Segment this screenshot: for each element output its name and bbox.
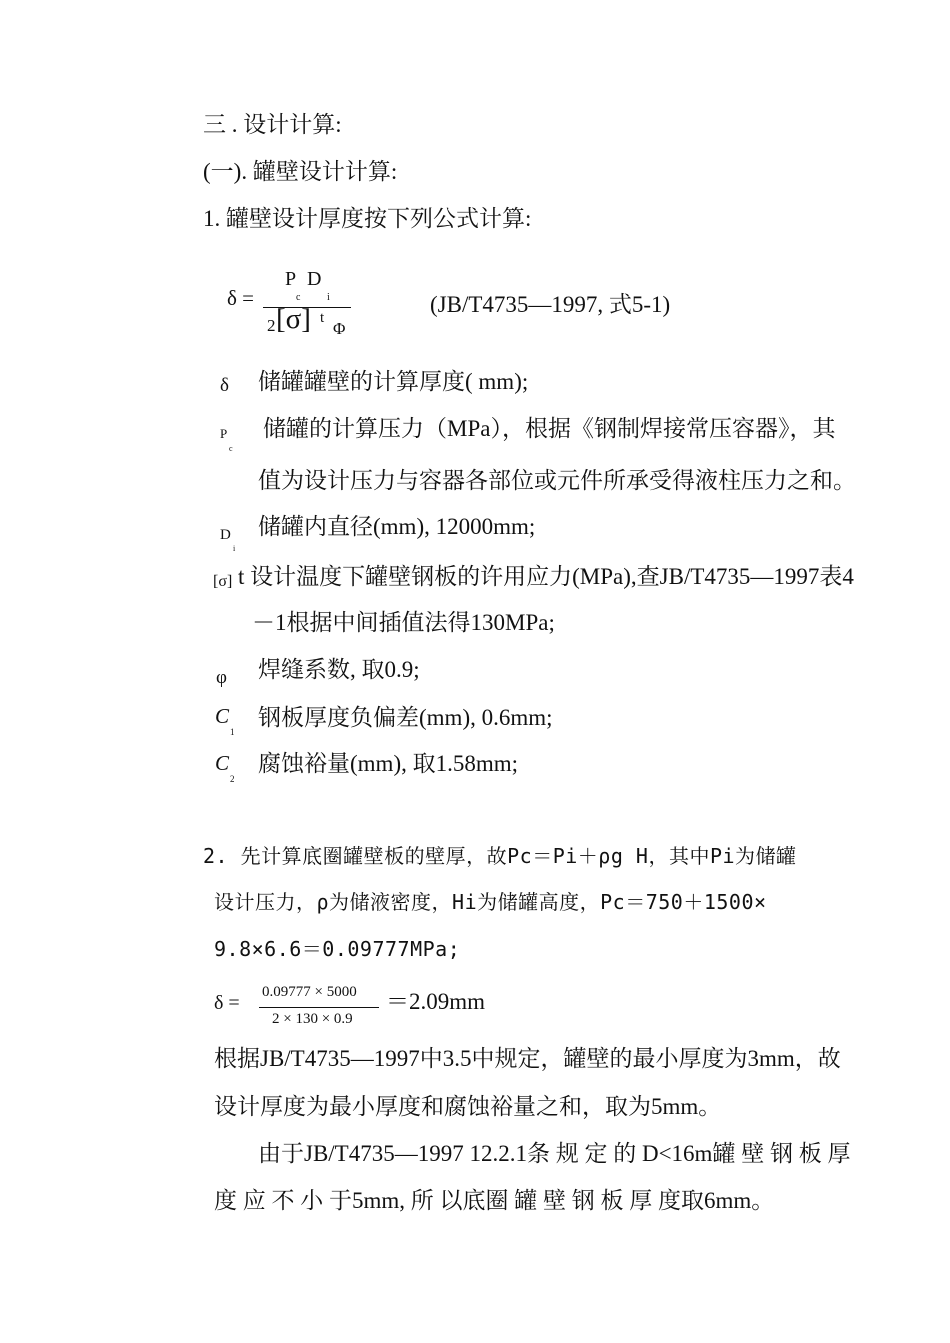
def-symbol-c2-sub: 2 bbox=[230, 774, 235, 784]
def-text-phi: 焊缝系数, 取0.9; bbox=[258, 657, 420, 682]
def-symbol-di-sub: i bbox=[233, 544, 236, 553]
formula-num-d: D bbox=[307, 268, 322, 290]
def-text-sigma-cont: －1根据中间插值法得130MPa; bbox=[252, 610, 555, 635]
def-symbol-pc: P bbox=[220, 426, 228, 441]
formula-den-t: t bbox=[320, 310, 325, 326]
section-heading: 三 . 设计计算: bbox=[203, 112, 342, 137]
formula-den-sigma: [σ] bbox=[276, 303, 311, 335]
formula-den-2: 2 bbox=[267, 316, 276, 335]
formula-lhs: δ = bbox=[227, 286, 254, 310]
paragraph1-line1: 根据JB/T4735—1997中3.5中规定，罐壁的最小厚度为3mm，故 bbox=[214, 1046, 841, 1071]
def-text-c1: 钢板厚度负偏差(mm), 0.6mm; bbox=[258, 705, 553, 730]
paragraph1-line2: 设计厚度为最小厚度和腐蚀裕量之和，取为5mm。 bbox=[214, 1094, 722, 1119]
paragraph2-line1: 由于JB/T4735—1997 12.2.1条 规 定 的 D<16m罐 壁 钢 板 厚 bbox=[258, 1141, 851, 1166]
def-text-pc-cont: 值为设计压力与容器各部位或元件所承受得液柱压力之和。 bbox=[258, 468, 856, 493]
item2-line3: 9.8×6.6＝0.09777MPa; bbox=[214, 937, 461, 961]
item2-line1: 2. 先计算底圈罐壁板的壁厚，故Pc＝Pi＋ρg H，其中Pi为储罐 bbox=[203, 844, 797, 868]
formula-den-phi: Φ bbox=[333, 319, 346, 338]
def-symbol-di: D bbox=[220, 527, 231, 543]
formula2-denominator: 2 × 130 × 0.9 bbox=[272, 1011, 353, 1027]
def-text-sigma: t 设计温度下罐壁钢板的许用应力(MPa),查JB/T4735—1997表4 bbox=[238, 564, 854, 589]
formula2-fraction-bar bbox=[259, 1007, 379, 1008]
def-symbol-delta: δ bbox=[220, 375, 229, 396]
item1-heading: 1. 罐壁设计厚度按下列公式计算: bbox=[203, 206, 532, 231]
formula-reference: (JB/T4735—1997, 式5-1) bbox=[430, 292, 671, 317]
paragraph2-line2: 度 应 不 小 于5mm, 所 以底圈 罐 壁 钢 板 厚 度取6mm。 bbox=[214, 1188, 775, 1213]
subsection-heading: (一). 罐壁设计计算: bbox=[203, 159, 398, 184]
def-symbol-phi: φ bbox=[216, 667, 227, 688]
formula-num-c: c bbox=[296, 292, 301, 303]
def-text-c2: 腐蚀裕量(mm), 取1.58mm; bbox=[258, 751, 519, 776]
def-symbol-sigma: [σ] bbox=[213, 573, 233, 590]
def-symbol-pc-sub: c bbox=[229, 444, 233, 453]
formula-num-p: P bbox=[285, 268, 297, 290]
formula2-result: ＝2.09mm bbox=[386, 989, 486, 1014]
def-symbol-c1: C bbox=[215, 704, 230, 728]
def-text-pc: 储罐的计算压力（MPa），根据《钢制焊接常压容器》，其 bbox=[263, 416, 836, 441]
formula2-numerator: 0.09777 × 5000 bbox=[262, 984, 357, 1000]
item2-line2: 设计压力，ρ为储液密度，Hi为储罐高度，Pc＝750＋1500× bbox=[214, 890, 767, 914]
formula-num-i: i bbox=[327, 292, 330, 303]
def-symbol-c1-sub: 1 bbox=[230, 727, 235, 737]
def-symbol-c2: C bbox=[215, 751, 230, 775]
def-text-di: 储罐内直径(mm), 12000mm; bbox=[258, 514, 536, 539]
formula2-lhs: δ = bbox=[214, 992, 240, 1014]
def-text-delta: 储罐罐壁的计算厚度( mm); bbox=[258, 369, 529, 394]
